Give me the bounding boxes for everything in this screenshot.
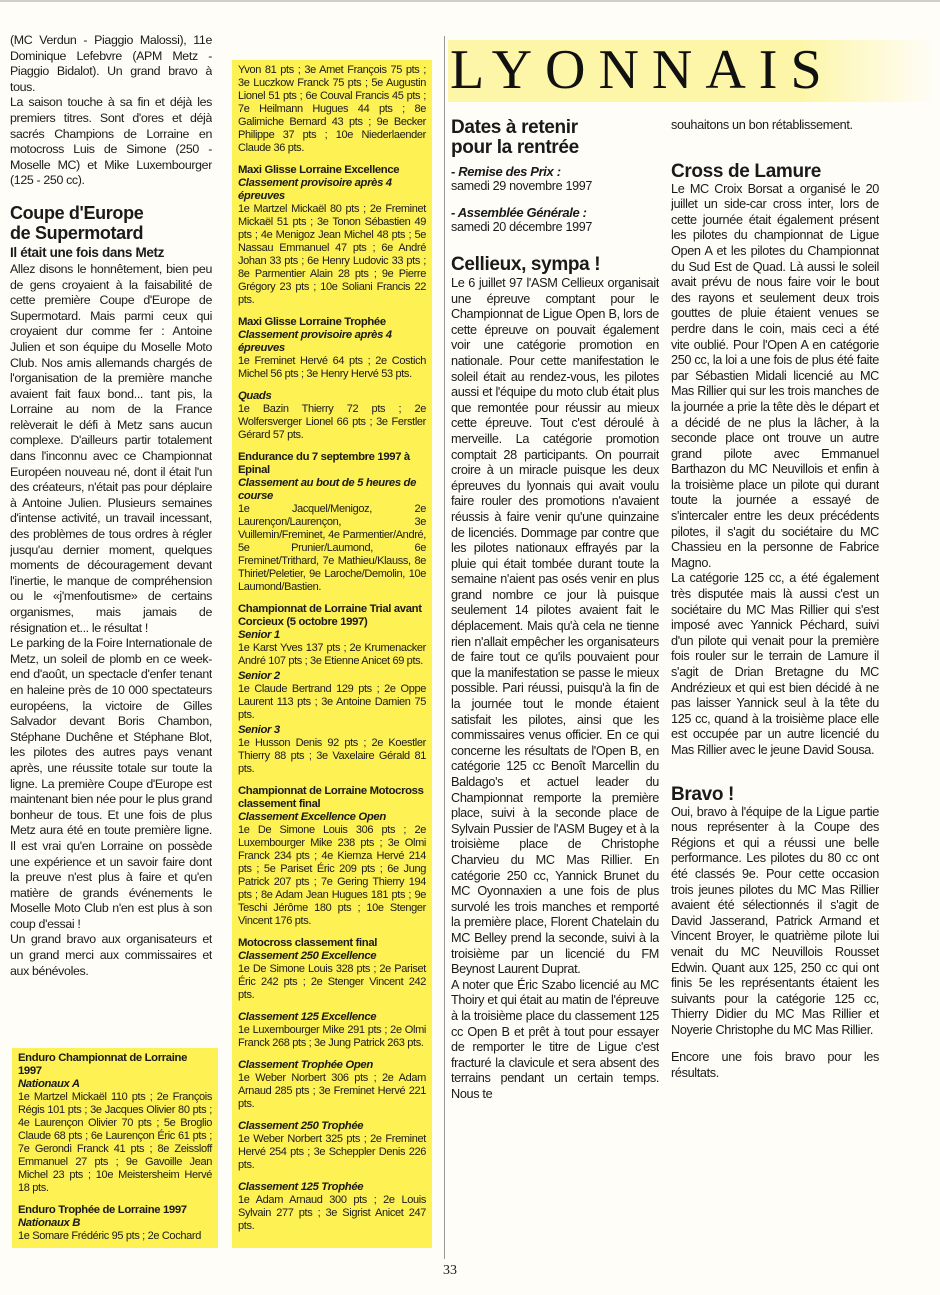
result-block [238, 390, 426, 442]
result-subtitle: Classement 125 Trophée [238, 1181, 364, 1193]
result-block [238, 164, 426, 307]
section-title [10, 203, 212, 243]
date-label: - Remise des Prix : [451, 164, 561, 179]
result-text: 1e Karst Yves 137 pts ; 2e Krumenacker André 107 pts ; 3e Etienne Anicet 69 pts. [238, 642, 426, 667]
bravo-title: Bravo ! [671, 783, 735, 805]
body-paragraph: Allez disons le honnêtement, bien peu de gens croyaient à la faisabilité de cette première Coupe d'Europe de Supermotard. Mais parmi ceux qui croyaient dur comme fer : Antoine Julien et son équipe du Moselle Moto Club. Nos amis allemands chargés de l'organisation de la première manche avaient fait faux bond... tant pis, la Lorraine au nom de la France relèverait le défi à Metz sans aucun complexe. D'ailleurs partir totalement dans l'inconnu avec ce Championnat Européen nouveau né, dont il était l'un des créateurs, n'était pas pour déplaire à Antoine Julien. Plusieurs semaines d'intense activité, un travail incessant, des problèmes de tous ordres à régler jusqu'au dernier moment, quelques moments de découragement devant l'inertie, le manque de compréhension ou le «j'menfoutisme» de certains organismes, mais jamais de résignation et... le résultat ! [10, 261, 212, 635]
result-text: 1e Claude Bertrand 129 pts ; 2e Oppe Laurent 113 pts ; 3e Antoine Damien 75 pts. [238, 683, 426, 721]
cross-paragraph: Le MC Croix Borsat a organisé le 20 juillet un side-car cross inter, lors de cette journée était également présent les pilotes du championnat de Ligue Open A et les pilotes du Championnat du Sud Est de Quad. Là aussi le soleil avait prévu de nous faire voir le bout des rayons et seulement deux trois gouttes de pluie étaient venues se perdre dans le coin, mais ceci a été vite oublié. Pour l'Open A en catégorie 250 cc, la loi a une fois de plus été faite par Sébastien Midali licencié au MC Mas Rillier qui sur les trois manches de la journée a prie la tête dès le départ et a décidé de ne plus la lâcher, à la seconde place ont trouve un autre grand pilote avec Emmanuel Barthazon du MC Neuvillois et enfin à la troisième place un pilote qui durant toute la journée a essayé de s'intercaler entre les deux précédents pilotes, il s'agit du sociétaire du MC Chassieu en la personne de Fabrice Magno. [671, 181, 879, 570]
result-title: Endurance du 7 septembre 1997 à Epinal [238, 451, 410, 476]
result-text: 1e Adam Arnaud 300 pts ; 2e Louis Sylvain 277 pts ; 3e Sigrist Anicet 247 pts. [238, 1194, 426, 1232]
result-subtitle: Classement 250 Trophée [238, 1120, 364, 1132]
result-block [238, 724, 426, 776]
result-text: 1e Luxembourger Mike 291 pts ; 2e Olmi Franck 268 pts ; 3e Jung Patrick 263 pts. [238, 1024, 426, 1049]
result-title: Championnat de Lorraine Motocross classement final [238, 785, 424, 810]
result-text: 1e Husson Denis 92 pts ; 2e Koestler Thierry 88 pts ; 3e Vaxelaire Gérald 81 pts. [238, 737, 426, 775]
result-title: Enduro Championnat de Lorraine 1997 [18, 1052, 188, 1077]
result-subtitle: Nationaux A [18, 1078, 80, 1090]
result-block [238, 1011, 426, 1050]
middle-results-column [232, 60, 432, 1248]
right-column-b [671, 118, 879, 1258]
result-subtitle: Classement provisoire après 4 épreuves [238, 329, 392, 354]
intro-paragraph: (MC Verdun - Piaggio Malossi), 11e Dominique Lefebvre (APM Metz - Piaggio Bidalot). Un grand bravo à tous. [10, 33, 212, 94]
result-title: Motocross classement final [238, 937, 378, 949]
section-subtitle: Il était une fois dans Metz [10, 244, 165, 260]
result-block [238, 1181, 426, 1233]
body-paragraph: Le parking de la Foire Internationale de Metz, un soleil de plomb en ce week-end d'août, un spectacle d'enfer tenant en haleine près de 10 000 spectateurs européens, la victoire de Gilles Salvador devant Boris Chambon, Stéphane Duchêne et Stéphane Blot, les pilotes des autres pays venant après, une réussite totale sur toute la ligne. La première Coupe d'Europe est maintenant bien née pour le plus grand bonheur de tous. Et une fois de plus Metz aura été en toute première ligne. Il est vrai qu'en Lorraine on possède une expérience et un savoir faire dont la preuve n'est plus à faire et qu'en matière de grands événements le Moselle Moto Club n'en est plus à son coup d'essai ! [10, 636, 212, 931]
result-block [238, 785, 426, 928]
cross-paragraph: La catégorie 125 cc, a été également très disputée mais là aussi c'est un sociétaire du MC Mas Rillier qui s'est imposé avec Yannick Péchard, suivi d'un pilote qui venait pour la première fois rouler sur le terrain de Lamure il s'agit de Drian Bretagne du MC Andrézieux et qui est bien décidé à ne pas laisser Yannick seul à la tête du 125 cc, quand à la troisième place elle est occupée par un autre licencié du Mas Rillier avec le jeune David Sousa. [671, 571, 879, 757]
result-text: Yvon 81 pts ; 3e Amet François 75 pts ; 3e Luczkow Franck 75 pts ; 5e Augustin Lionel 51 pts ; 6e Couval Francis 45 pts ; 7e Heilmann Hugues 44 pts ; 8e Galimiche Bernard 43 pts ; 9e Becker Philippe 37 pts ; 10e Niederlaender Claude 36 pts. [238, 64, 426, 154]
result-text: 1e Somare Frédéric 95 pts ; 2e Cochard [18, 1230, 201, 1242]
result-block [238, 603, 426, 668]
dates-title-line: pour la rentrée [451, 137, 579, 158]
column-divider [444, 36, 445, 1259]
result-subtitle: Classement Trophée Open [238, 1059, 373, 1071]
result-text: 1e De Simone Louis 306 pts ; 2e Luxembourger Mike 238 pts ; 3e Olmi Franck 234 pts ; 4e Kiemza Hervé 214 pts ; 5e Pariset Éric 209 pts ; 6e Jung Patrick 207 pts ; 7e Gering Thierry 194 pts ; 8e Adam Jean Hugues 181 pts ; 9e Teschi Jérôme 180 pts ; 10e Stenger Vincent 176 pts. [238, 824, 426, 927]
cellieux-title: Cellieux, sympa ! [451, 254, 601, 275]
result-text: 1e Weber Norbert 325 pts ; 2e Freminet Hervé 254 pts ; 3e Scheppler Denis 226 pts. [238, 1133, 426, 1171]
result-subtitle: Nationaux B [18, 1217, 81, 1229]
result-title: Enduro Trophée de Lorraine 1997 [18, 1204, 187, 1216]
result-block [238, 670, 426, 722]
top-rule [0, 0, 940, 2]
cellieux-paragraph: A noter que Éric Szabo licencié au MC Thoiry et qui était au matin de l'épreuve à la troisième place du classement 125 cc Open B et prêt à tout pour essayer de remporter le titre de Ligue c'est fracturé la clavicule et sera absent des terrains pendant un certain temps. Nous te [451, 977, 659, 1101]
result-subtitle: Senior 2 [238, 670, 280, 682]
result-text: 1e Weber Norbert 306 pts ; 2e Adam Arnaud 285 pts ; 3e Freminet Hervé 221 pts. [238, 1072, 426, 1110]
result-block [238, 1120, 426, 1172]
result-subtitle: Quads [238, 390, 272, 402]
date-label: - Assemblée Générale : [451, 204, 587, 220]
result-text: 1e Martzel Mickaël 80 pts ; 2e Freminet Mickaël 51 pts ; 3e Tonon Sébastien 49 pts ; 4e Menigoz Jean Michel 48 pts ; 5e Nassau Emmanuel 47 pts ; 6e André Johan 33 pts ; 6e Henry Ludovic 33 pts ; 8e Parmentier Alain 28 pts ; 9e Pierre Grégory 23 pts ; 10e Soliani Francis 22 pts. [238, 203, 426, 306]
right-column-a [451, 118, 659, 1258]
result-subtitle: Classement Excellence Open [238, 811, 386, 823]
result-subtitle: Senior 3 [238, 724, 280, 736]
page-title: LYONNAIS [450, 39, 835, 101]
result-subtitle: Classement 250 Excellence [238, 950, 377, 962]
result-title: Championnat de Lorraine Trial avant Corcieux (5 octobre 1997) [238, 603, 422, 628]
result-subtitle: Classement provisoire après 4 épreuves [238, 177, 392, 202]
section-title-line: Coupe d'Europe [10, 202, 144, 223]
dates-title-line: Dates à retenir [451, 118, 578, 138]
result-block [238, 64, 426, 155]
result-text: 1e Freminet Hervé 64 pts ; 2e Costich Michel 56 pts ; 3e Henry Hervé 53 pts. [238, 355, 426, 380]
cellieux-paragraph: Le 6 juillet 97 l'ASM Cellieux organisait une épreuve comptant pour le Championnat de Ligue Open B, lors de cette épreuve on pouvait également voir une catégorie promotion en nationale. Pour cette manifestation le soleil était au rendez-vous, les pilotes aussi et l'équipe du moto club était plus que remontée pour réussir au mieux cette épreuve. Tout c'est déroulé à merveille. La catégorie promotion comptait 28 participants. On pourrait croire à un miracle puisque les deux épreuves du lyonnais qui avait voulu faire rouler des promotions n'avaient réussis à faire venir qu'une quinzaine de licenciés. Dommage par contre que les pilotes nationaux effrayés par la pluie qui était tombée durant toute la semaine n'aient pas osés venir en plus grand nombre ce jour là puisque seulement 14 pilotes avaient fait le déplacement. Mais qu'à cela ne tienne rien n'allait empêcher les organisateurs de faire tout ce qu'ils pouvaient pour que la manifestation se passe le mieux possible. Pari réussi, puisqu'à la fin de la journée tout le monde étaient satisfait les pilotes, ainsi que les commissaires venus officier. En ce qui concerne les résultats de l'Open B, en catégorie 125 cc Benoît Marcellin du Baldago's et actuel leader du Championnat remporte la première place, suivi à la seconde place de Sylvain Pussier de l'ASM Bugey et à la troisième place de Christophe Charvieu du MC Mas Rillier. En catégorie 250 cc, Yannick Brunet du MC Oyonnaxien a une fois de plus survolé les trois manches et remporté la première place, Florent Chatelain du MC Belley prend la seconde, suivi à la troisième par un licencié du FM Beynost Laurent Duprat. [451, 276, 659, 977]
result-block [18, 1204, 212, 1243]
bravo-paragraph: Oui, bravo à l'équipe de la Ligue partie nous représenter à la Coupe des Régions et qui a réussi une belle performance. Les pilotes du 80 cc ont été classés 9e. Pour cette occasion trois jeunes pilotes du MC Mas Rillier avaient été sélectionnés il s'agit de David Jasserand, Patrick Armand et Vincent Broyer, le quatrième pilote lui venait du MC Neuvillois Rousset Edwin. Quant aux 125, 250 cc qui ont finis 5e les représentants étaient les suivants pour la catégorie 125 cc, Thierry Didier du MC Mas Rillier et Noyerie Christophe du MC Mas Rillier. [671, 804, 879, 1037]
result-text: 1e Jacquel/Menigoz, 2e Laurençon/Laurençon, 3e Vuillemin/Freminet, 4e Parmentier/André, 5e Prunier/Laumond, 6e Freminet/Trithard, 7e Mathieu/Klauss, 8e Thiriet/Peletier, 9e Laroche/Demolin, 10e Laumond/Bastien. [238, 503, 426, 593]
result-text: 1e De Simone Louis 328 pts ; 2e Pariset Éric 242 pts ; 2e Stenger Vincent 242 pts. [238, 963, 426, 1001]
result-text: 1e Martzel Mickaël 110 pts ; 2e François Régis 101 pts ; 3e Jacques Olivier 80 pts ; 4e Laurençon Olivier 70 pts ; 5e Broglio Claude 68 pts ; 6e Laurençon Éric 61 pts ; 7e Gerondi Franck 41 pts ; 8e Zeissloff Emmanuel 27 pts ; 9e Gavoille Jean Michel 23 pts ; 10e Meistersheim Hervé 18 pts. [18, 1091, 212, 1194]
result-title: Maxi Glisse Lorraine Trophée [238, 316, 386, 328]
result-title: Maxi Glisse Lorraine Excellence [238, 164, 400, 176]
left-results-box [12, 1048, 218, 1248]
bravo-paragraph: Encore une fois bravo pour les résultats. [671, 1050, 879, 1081]
intro-text: souhaitons un bon rétablissement. [671, 118, 853, 132]
intro-paragraph: La saison touche à sa fin et déjà les premiers titres. Sont d'ores et déjà sacrés Champions de Lorraine en motocross Luis de Simone (250 - Moselle MC) et Mike Luxembourger (125 - 250 cc). [10, 95, 212, 188]
cross-title: Cross de Lamure [671, 160, 821, 182]
result-block [238, 316, 426, 381]
body-paragraph: Un grand bravo aux organisateurs et un grand merci aux commissaires et aux bénévoles. [10, 932, 212, 978]
date-value: samedi 29 novembre 1997 [451, 179, 593, 193]
result-subtitle: Classement 125 Excellence [238, 1011, 377, 1023]
dates-title [451, 118, 659, 158]
left-column [10, 33, 212, 1038]
page-number: 33 [443, 1263, 457, 1278]
result-subtitle: Classement au bout de 5 heures de course [238, 477, 417, 502]
result-block [18, 1052, 212, 1195]
result-block [238, 1059, 426, 1111]
date-value: samedi 20 décembre 1997 [451, 219, 593, 234]
result-text: 1e Bazin Thierry 72 pts ; 2e Wolfersverger Lionel 66 pts ; 3e Ferstler Gérard 57 pts. [238, 403, 426, 441]
result-block [238, 937, 426, 1002]
result-block [238, 451, 426, 594]
result-subtitle: Senior 1 [238, 629, 280, 641]
section-title-line: de Supermotard [10, 222, 144, 243]
